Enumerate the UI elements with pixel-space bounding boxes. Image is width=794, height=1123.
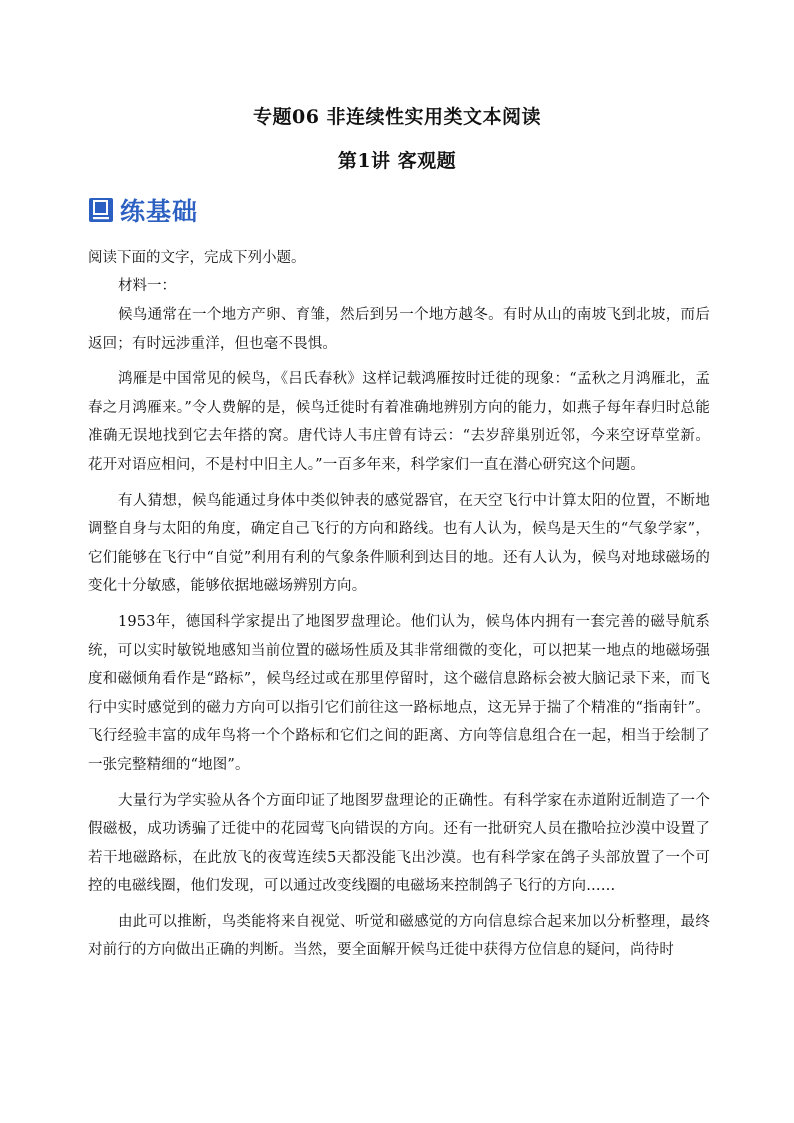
paragraph: 有人猜想，候鸟能通过身体中类似钟表的感觉器官，在天空飞行中计算太阳的位置，不断地调整自身与太阳的角度，确定自己飞行的方向和路线。也有人认为，候鸟是天生的“气象学家”，它们能够在飞行中“自觉”利用有利的气象条件顺利到达目的地。还有人认为，候鸟对地球磁场的变化十分敏感，能够依据地磁场辨别方向。 [88, 492, 710, 595]
paragraph: 大量行为学实验从各个方面印证了地图罗盘理论的正确性。有科学家在赤道附近制造了一个假磁极，成功诱骗了迁徙中的花园莺飞向错误的方向。还有一批研究人员在撒哈拉沙漠中设置了若干地磁路标，在此放飞的夜莺连续5天都没能飞出沙漠。也有科学家在鸽子头部放置了一个可控的电磁线圈，他们发现，可以通过改变线圈的电磁场来控制鸽子飞行的方向…… [88, 792, 710, 895]
paragraph: 1953年，德国科学家提出了地图罗盘理论。他们认为，候鸟体内拥有一套完善的磁导航系统，可以实时敏锐地感知当前位置的磁场性质及其非常细微的变化，可以把某一地点的地磁场强度和磁倾角看作是“路标”，候鸟经过或在那里停留时，这个磁信息路标会被大脑记录下来，而飞行中实时感觉到的磁力方向可以指引它们前往这一路标地点，这无异于揣了个精准的“指南针”。飞行经验丰富的成年鸟将一个个路标和它们之间的距离、方向等信息组合在一起，相当于绘制了一张完整精细的“地图”。 [88, 613, 710, 773]
reading-instruction: 阅读下面的文字，完成下列小题。 [88, 250, 306, 266]
paragraph: 候鸟通常在一个地方产卵、育雏，然后到另一个地方越冬。有时从山的南坡飞到北坡，而后返回；有时远涉重洋，但也毫不畏惧。 [88, 307, 710, 352]
page-title: 专题06 非连续性实用类文本阅读 [252, 106, 542, 128]
page-subtitle: 第1讲 客观题 [337, 150, 457, 172]
book-icon [88, 197, 114, 223]
article-body [88, 301, 710, 972]
section-label: 练基础 [120, 197, 199, 226]
material-label: 材料一： [118, 278, 176, 294]
paragraph: 由此可以推断，鸟类能将来自视觉、听觉和磁感觉的方向信息综合起来加以分析整理，最终对前行的方向做出正确的判断。当然，要全面解开候鸟迁徙中获得方位信息的疑问，尚待时 [88, 913, 710, 959]
paragraph: 鸿雁是中国常见的候鸟，《吕氏春秋》这样记载鸿雁按时迁徙的现象：“孟秋之月鸿雁北，孟春之月鸿雁来。”令人费解的是，候鸟迁徙时有着准确地辨别方向的能力，如燕子每年春归时总能准确无误地找到它去年搭的窝。唐代诗人韦庄曾有诗云：“去岁辞巢别近邻，今来空讶草堂新。花开对语应相问，不是村中旧主人。”一百多年来，科学家们一直在潜心研究这个问题。 [88, 371, 710, 473]
section-heading [88, 193, 198, 227]
